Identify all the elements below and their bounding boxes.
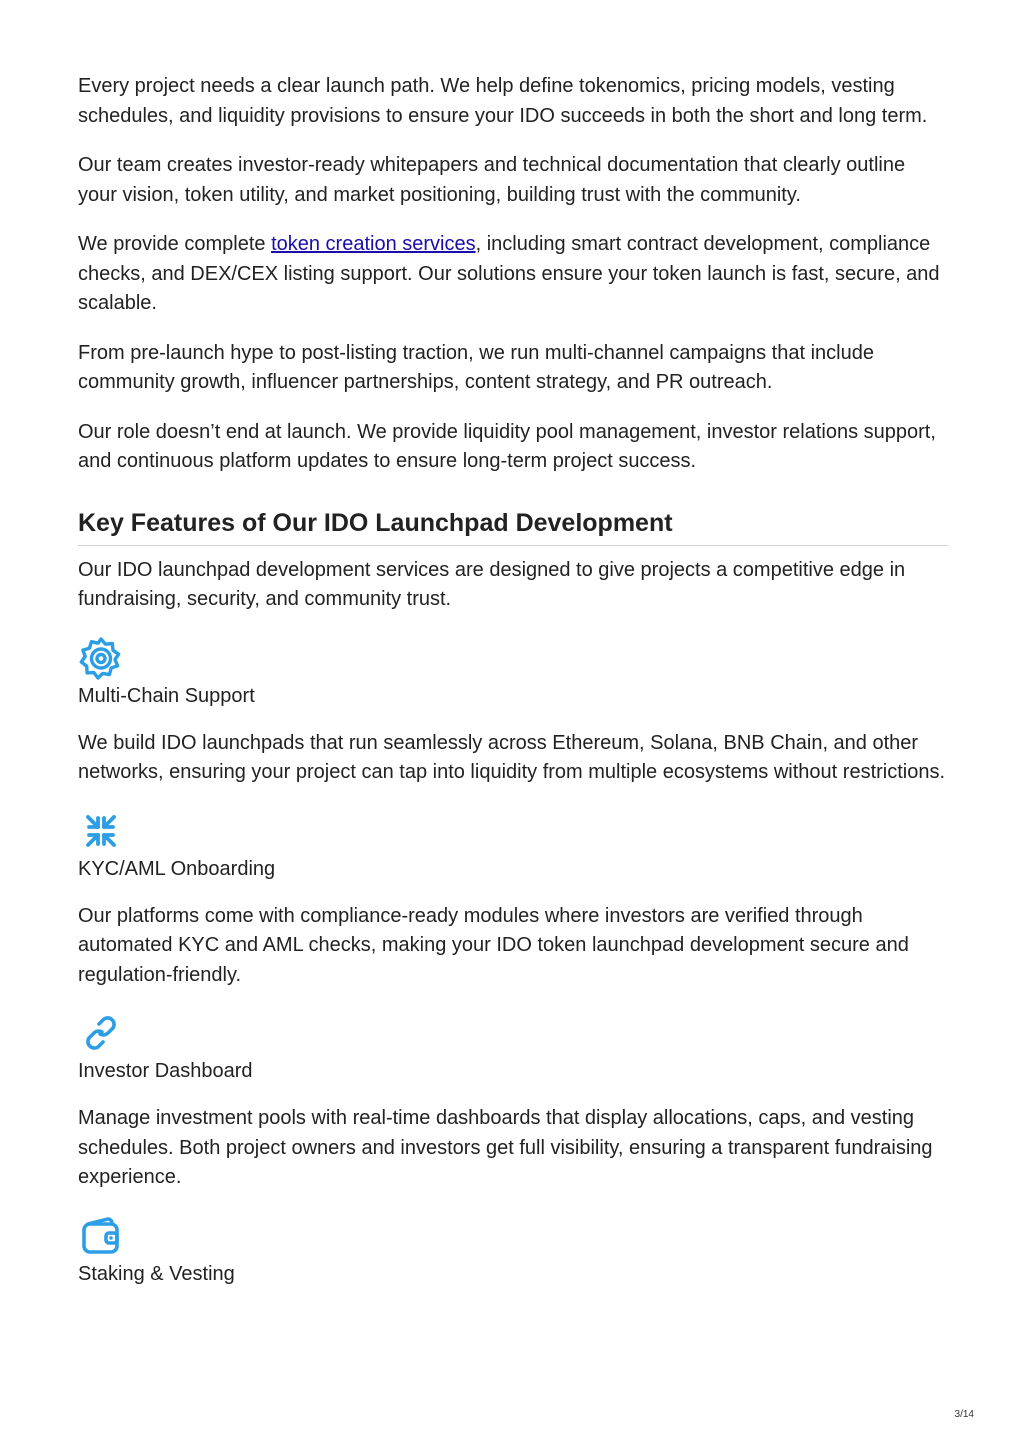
section-heading: Key Features of Our IDO Launchpad Development [78,497,948,546]
feature-description: Our platforms come with compliance-ready modules where investors are verified through automated KYC and AML checks, making your IDO token launchpad development secure and regulation-friendly. [78,904,909,986]
feature-title: KYC/AML Onboarding [78,857,276,880]
feature-multi-chain [78,635,948,788]
feature-investor-dashboard [78,1010,948,1193]
page-number: 3/14 [954,1409,974,1420]
intro-paragraph-2: Our team creates investor-ready whitepapers and technical documentation that clearly outline your vision, token utility, and market positioning, building trust with the community. [78,154,906,206]
feature-description: We build IDO launchpads that run seamlessly across Ethereum, Solana, BNB Chain, and other networks, ensuring your project can tap into liquidity from multiple ecosystems without restrictions. [78,731,946,783]
intro-paragraph-5: Our role doesn’t end at launch. We provide liquidity pool management, investor relations support, and continuous platform updates to ensure long-term project success. [78,420,936,472]
feature-title: Multi-Chain Support [78,684,255,707]
feature-staking-vesting [78,1213,948,1289]
intro-paragraph-3-end: , including smart contract development, compliance checks, and DEX/CEX listing support. Our solutions ensure your token launch is fast, secure, and scalable. [78,233,940,314]
wallet-icon [78,1213,124,1259]
link-icon [78,1010,124,1056]
gear-icon [78,635,124,681]
token-creation-services-link[interactable]: token creation services [271,233,476,255]
intro-paragraph-3 [78,230,948,319]
intro-paragraph-4: From pre-launch hype to post-listing traction, we run multi-channel campaigns that include community growth, influencer partnerships, content strategy, and PR outreach. [78,341,874,393]
compress-arrows-icon [78,808,124,854]
feature-description: Manage investment pools with real-time dashboards that display allocations, caps, and vesting schedules. Both project owners and investors get full visibility, ensuring a transparent fundraising experience. [78,1107,933,1188]
feature-title: Investor Dashboard [78,1060,253,1082]
feature-kyc-aml [78,808,948,991]
document-page [78,72,948,1307]
section-intro: Our IDO launchpad development services are designed to give projects a competitive edge in fundraising, security, and community trust. [78,558,906,610]
feature-title: Staking & Vesting [78,1262,235,1285]
intro-paragraph-1: Every project needs a clear launch path. We help define tokenomics, pricing models, vesting schedules, and liquidity provisions to ensure your IDO succeeds in both the short and long term. [78,75,928,127]
intro-paragraph-3-start: We provide complete [78,233,272,255]
